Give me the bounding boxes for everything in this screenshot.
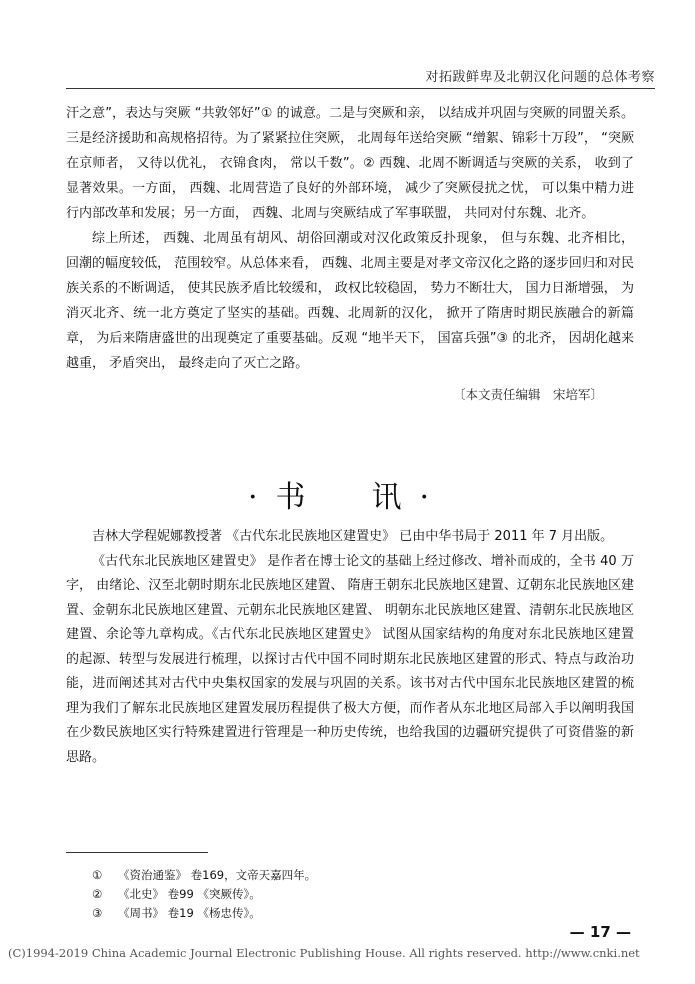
copyright-line: (C)1994-2019 China Academic Journal Electronic Publishing House. All rights reserved. http://www.cnki.net xyxy=(8,946,640,960)
page-number: — 17 — xyxy=(569,923,631,941)
footnote-item xyxy=(92,866,316,885)
running-title: 对拓跋鲜卑及北朝汉化问题的总体考察 xyxy=(425,70,655,85)
article-body xyxy=(66,101,634,376)
book-news-title: ·书 讯· xyxy=(247,480,448,515)
footnote-text: 《周书》 卷19 《杨忠传》。 xyxy=(118,906,261,920)
footnote-mark: ② xyxy=(92,887,103,901)
header-rule xyxy=(66,88,655,89)
footnote-rule xyxy=(66,852,208,853)
footnotes xyxy=(92,866,316,923)
book-news-paragraph: 《古代东北民族地区建置史》 是作者在博士论文的基础上经过修改、增补而成的，全书 40 万字， 由绪论、汉至北朝时期东北民族地区建置、 隋唐王朝东北民族地区建置、辽朝东北民族地区建置、金朝东北民族地区建置、元朝东北民族地区建置、 明朝东北民族地区建置、清朝东北民族地区建置、余论等九章构成。《古代东北民族地区建置史》 试图从国家结构的角度对东北民族地区建置的起源、转型与发展进行梳理，以探讨古代中国不同时期东北民族地区建置的形式、特点与政治功能，进而阐述其对古代中央集权国家的发展与巩固的关系。该书对古代中国东北民族地区建置的梳理为我们了解东北民族地区建置发展历程提供了极大方便，而作者从东北地区局部入手以阐明我国在少数民族地区实行特殊建置进行管理是一种历史传统，也给我国的边疆研究提供了可资借鉴的新思路。 xyxy=(66,553,634,765)
footnote-item xyxy=(92,904,316,923)
footnote-text: 《北史》 卷99 《突厥传》。 xyxy=(118,887,261,901)
book-news-paragraph: 吉林大学程妮娜教授著 《古代东北民族地区建置史》 已由中华书局于 2011 年 7 月出版。 xyxy=(92,529,614,544)
footnote-mark: ① xyxy=(92,868,103,882)
article-paragraph: 综上所述， 西魏、北周虽有胡风、胡俗回潮或对汉化政策反扑现象， 但与东魏、北齐相比， 回潮的幅度较低， 范围较窄。从总体来看， 西魏、北周主要是对孝文帝汉化之路的逐步回归和对民族关系的不断调适， 使其民族矛盾比较缓和， 政权比较稳固， 势力不断壮大， 国力日渐增强， 为消灭北齐、统一北方奠定了坚实的基础。西魏、北周新的汉化， 掀开了隋唐时期民族融合的新篇章， 为后来隋唐盛世的出现奠定了重要基础。反观 “地半天下， 国富兵强”③ 的北齐， 因胡化越来越重， 矛盾突出， 最终走向了灭亡之路。 xyxy=(66,231,634,371)
footnote-item xyxy=(92,885,316,904)
editor-note: 〔本文责任编辑 宋培军〕 xyxy=(452,387,603,402)
footnote-mark: ③ xyxy=(92,906,103,920)
article-paragraph: 汗之意”，表达与突厥 “共敦邻好”① 的诚意。二是与突厥和亲， 以结成并巩固与突厥的同盟关系。三是经济援助和高规格招待。为了紧紧拉住突厥， 北周每年送给突厥 “缯絮、锦彩十万段”， “突厥在京师者， 又待以优礼， 衣锦食肉， 常以千数”。② 西魏、北周不断调适与突厥的关系， 收到了显著效果。一方面， 西魏、北周营造了良好的外部环境， 减少了突厥侵扰之忧， 可以集中精力进行内部改革和发展；另一方面， 西魏、北周与突厥结成了军事联盟， 共同对付东魏、北齐。 xyxy=(66,106,634,221)
book-news-body xyxy=(66,525,634,770)
footnote-text: 《资治通鉴》 卷169，文帝天嘉四年。 xyxy=(118,868,317,882)
